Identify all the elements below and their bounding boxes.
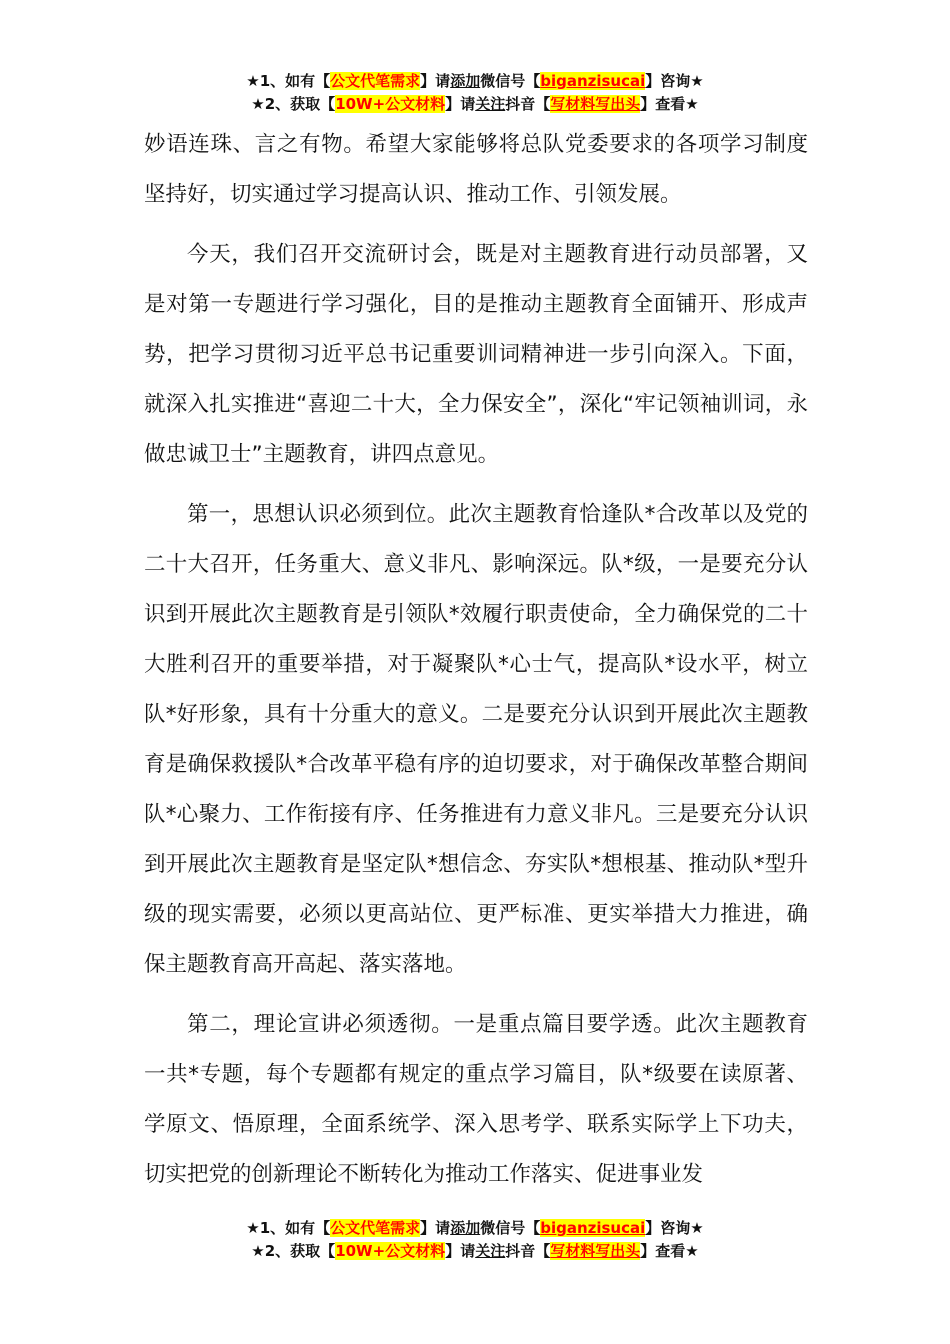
douyin-account-link[interactable]: 写材料写出头 bbox=[550, 1242, 641, 1260]
footer-banner bbox=[0, 1217, 950, 1263]
paragraph: 今天，我们召开交流研讨会，既是对主题教育进行动员部署，又是对第一专题进行学习强化，目的是推动主题教育全面铺开、形成声势，把学习贯彻习近平总书记重要训词精神进一步引向深入。下面，就深入扎实推进“喜迎二十大，全力保安全”，深化“牢记领袖训词，永做忠诚卫士”主题教育，讲四点意见。 bbox=[144, 242, 808, 467]
banner-text: 抖音【 bbox=[505, 1242, 551, 1260]
banner-text: 微信号【 bbox=[480, 1219, 541, 1237]
banner-text: 】请 bbox=[445, 95, 476, 113]
banner-text: ★2、获取【 bbox=[251, 95, 336, 113]
underlined-text: 关注 bbox=[475, 1242, 506, 1260]
banner-text: ★1、如有【 bbox=[246, 72, 331, 90]
banner-text: ★2、获取【 bbox=[251, 1242, 336, 1260]
banner-text: 微信号【 bbox=[480, 72, 541, 90]
paragraph: 妙语连珠、言之有物。希望大家能够将总队党委要求的各项学习制度坚持好，切实通过学习提高认识、推动工作、引领发展。 bbox=[144, 132, 808, 207]
banner-text: 】咨询★ bbox=[645, 1219, 704, 1237]
paragraph: 第二，理论宣讲必须透彻。一是重点篇目要学透。此次主题教育一共*专题，每个专题都有规定的重点学习篇目，队*级要在读原著、学原文、悟原理，全面系统学、深入思考学、联系实际学上下功夫，切实把党的创新理论不断转化为推动工作落实、促进事业发 bbox=[144, 1012, 808, 1187]
banner-text: ★1、如有【 bbox=[246, 1219, 331, 1237]
underlined-text: 添加 bbox=[450, 1219, 481, 1237]
banner-line-1 bbox=[0, 70, 950, 93]
banner-text: 】查看★ bbox=[640, 1242, 699, 1260]
paragraph: 第一，思想认识必须到位。此次主题教育恰逢队*合改革以及党的二十大召开，任务重大、意义非凡、影响深远。队*级，一是要充分认识到开展此次主题教育是引领队*效履行职责使命，全力确保党的二十大胜利召开的重要举措，对于凝聚队*心士气，提高队*设水平，树立队*好形象，具有十分重大的意义。二是要充分认识到开展此次主题教育是确保救援队*合改革平稳有序的迫切要求，对于确保改革整合期间队*心聚力、工作衔接有序、任务推进有力意义非凡。三是要充分认识到开展此次主题教育是坚定队*想信念、夯实队*想根基、推动队*型升级的现实需要，必须以更高站位、更严标准、更实举措大力推进，确保主题教育高开高起、落实落地。 bbox=[144, 502, 808, 977]
underlined-text: 关注 bbox=[475, 95, 506, 113]
banner-line-2 bbox=[0, 93, 950, 116]
banner-line-2 bbox=[0, 1240, 950, 1263]
document-body bbox=[144, 120, 808, 1210]
banner-line-1 bbox=[0, 1217, 950, 1240]
banner-text: 】请 bbox=[445, 1242, 476, 1260]
banner-text: 】咨询★ bbox=[645, 72, 704, 90]
highlight-service: 公文代笔需求 bbox=[330, 72, 421, 90]
wechat-id-link[interactable]: biganzisucai bbox=[540, 72, 646, 90]
underlined-text: 添加 bbox=[450, 72, 481, 90]
highlight-materials: 10W+公文材料 bbox=[335, 95, 446, 113]
highlight-materials: 10W+公文材料 bbox=[335, 1242, 446, 1260]
banner-text: 】请 bbox=[420, 1219, 451, 1237]
douyin-account-link[interactable]: 写材料写出头 bbox=[550, 95, 641, 113]
banner-text: 】查看★ bbox=[640, 95, 699, 113]
wechat-id-link[interactable]: biganzisucai bbox=[540, 1219, 646, 1237]
banner-text: 抖音【 bbox=[505, 95, 551, 113]
banner-text: 】请 bbox=[420, 72, 451, 90]
header-banner bbox=[0, 70, 950, 116]
highlight-service: 公文代笔需求 bbox=[330, 1219, 421, 1237]
